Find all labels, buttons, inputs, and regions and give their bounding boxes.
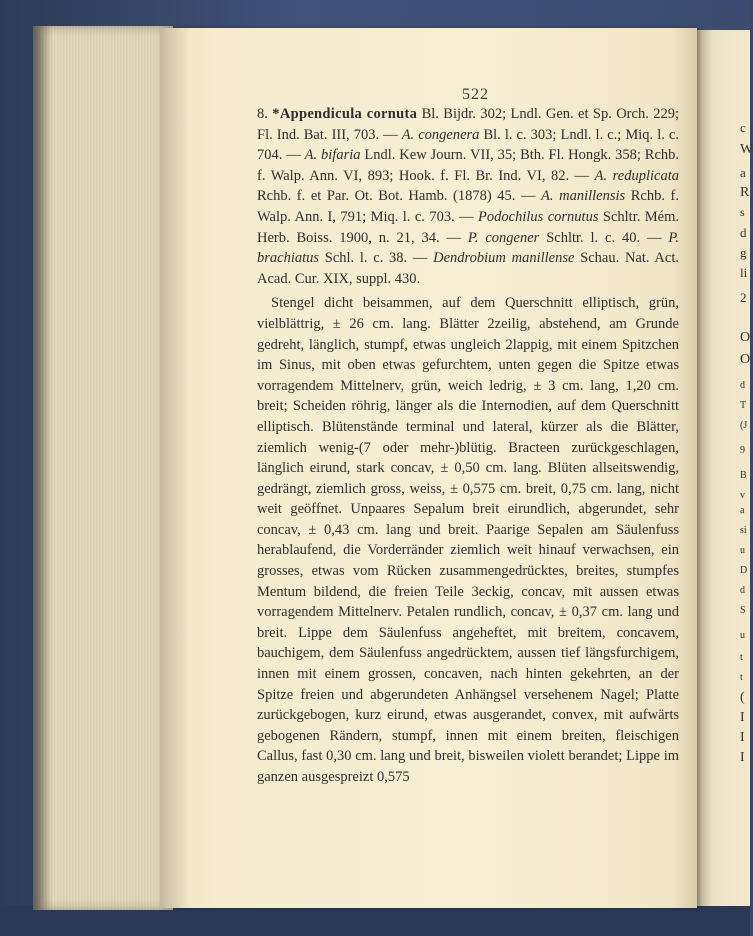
facing-page-fragment: c [740,120,746,135]
facing-page-fragment: 9 [740,445,745,456]
synonym: A. bifaria [304,147,361,164]
page-number: 522 [462,86,489,103]
facing-page-fragment: t [740,652,743,663]
synonym: P. congener [467,229,540,246]
facing-page-fragment: S [740,605,746,616]
facing-page-fragment: O [740,352,751,367]
facing-page-fragment: ( [740,690,745,705]
facing-page-fragment: u [740,545,745,556]
synonym: Podochilus cornutus [478,208,599,225]
facing-page-fragment: d [740,225,747,240]
citation: Schl. l. c. 38. — [319,250,434,267]
facing-page-fragment: t [740,672,743,683]
facing-page-fragment: T [740,400,747,411]
facing-page-fragment: s [740,205,745,219]
facing-page-fragment: W [740,142,753,157]
facing-page-fragment: O [740,330,751,345]
page-gutter-shadow [160,28,190,908]
citation: Lndl. Kew Journ. VII, 35; Bth. Fl. Hongk. 358; Rchb. f. Walp. Ann. VI, 893; Hook. f. Fl. Br. Ind. VI, 82. — [257,147,680,184]
synonym: A. manillensis [541,188,626,205]
synonym: Dendrobium manillense [433,250,575,267]
synonym: A. congenera [401,126,480,143]
citation: Bl. Bijdr. 302; Lndl. Gen. et Sp. Orch. 229; Fl. Ind. Bat. III, 703. — [257,106,679,143]
facing-page-fragment: si [740,525,747,536]
facing-page [697,30,750,906]
facing-page-fragment: v [740,490,745,501]
synonym: A. reduplicata [594,167,679,184]
facing-page-fragment: a [740,505,745,516]
facing-page-fragment: I [740,750,745,765]
citation: Schltr. l. c. 40. — [539,229,669,246]
citation: Bl. l. c. 303; Lndl. l. c.; Miq. l. c. 704. — [257,126,679,164]
page-body [257,104,679,788]
facing-page-fragment: (J [740,420,748,431]
facing-page-fragment: I [740,730,745,745]
citation: Rchb. f. Walp. Ann. I, 791; Miq. l. c. 703. — [257,188,679,225]
facing-page-fragment: 2 [740,290,747,305]
citation: Rchb. f. et Par. Ot. Bot. Hamb. (1878) 45. — [257,188,542,205]
species-name: *Appendicula cornuta [272,106,418,122]
facing-page-fragment: a [740,165,746,180]
facing-page-fragment: D [740,565,748,576]
entry-number: 8. [257,106,268,122]
facing-page-fragment: R [740,185,750,200]
entry-header [257,104,679,289]
facing-page-fragment: g [740,245,747,260]
facing-page-fragment: d [740,380,745,391]
facing-page-fragment: d [740,585,745,596]
facing-page-fragment: B [740,470,747,481]
description-paragraph: Stengel dicht beisammen, auf dem Querschnitt elliptisch, grün, vielblättrig, ± 26 cm. lang. Blätter 2zeilig, abstehend, am Grunde gedreht, länglich, stumpf, etwas ungleich 2lappig, mit einem Spitzchen im Sinus, mit oben etwas gefurchtem, unten gegen die Spitze etwas vorragendem Mittelnerv, grün, weich ledrig, ± 3 cm. lang, 1,20 cm. breit; Scheiden röhrig, länger als die Internodien, auf dem Querschnitt elliptisch. Blütenstände terminal und lateral, kürzer als die Blätter, ziemlich wenig-(7 oder mehr-)blütig. Bracteen zurückgeschlagen, länglich eirund, stark concav, ± 0,50 cm. lang. Blüten allseitswendig, gedrängt, ziemlich gross, weiss, ± 0,575 cm. breit, 0,75 cm. lang, nicht weit geöffnet. Unpaares Sepalum breit eirundlich, abgerundet, sehr concav, ± 0,43 cm. lang und breit. Paarige Sepalen am Säulenfuss herablaufend, die Vorderränder ziemlich weit hinauf verwachsen, ein grosses, etwas vom Rücken zusammengedrücktes, breites, stumpfes Mentum bildend, die freien Teile 3eckig, concav, mit aussen etwas vorragendem Mittelnerv. Petalen rundlich, concav, ± 0,37 cm. lang und breit. Lippe dem Säulenfuss angeheftet, mit breitem, concavem, bauchigem, dem Säulenfuss angedrücktem, aussen tief längsfurchigem, innen mit einem grossen, concaven, nach hinten gekehrten, an der Spitze freien und abgerundeten Anhängsel versehenem Nagel; Platte zurückgebogen, kurz eirund, etwas ausgerandet, convex, mit aufwärts gebogenen Rändern, stumpf, innen mit einem breiten, fleischigen Callus, fast 0,30 cm. lang und breit, bisweilen violett berandet; Lippe im ganzen ausgespreizt 0,575 [257,295,679,785]
facing-page-fragment: li [740,265,748,280]
facing-page-fragment: u [740,630,745,641]
facing-page-fragment: I [740,710,745,725]
citation: Schau. Nat. Act. Acad. Cur. XIX, suppl. 430. [257,250,679,287]
synonym: P. brachiatus [257,229,679,267]
citation: Schltr. Mém. Herb. Boiss. 1900, n. 21, 34. — [257,208,679,246]
page-edges [33,26,173,910]
